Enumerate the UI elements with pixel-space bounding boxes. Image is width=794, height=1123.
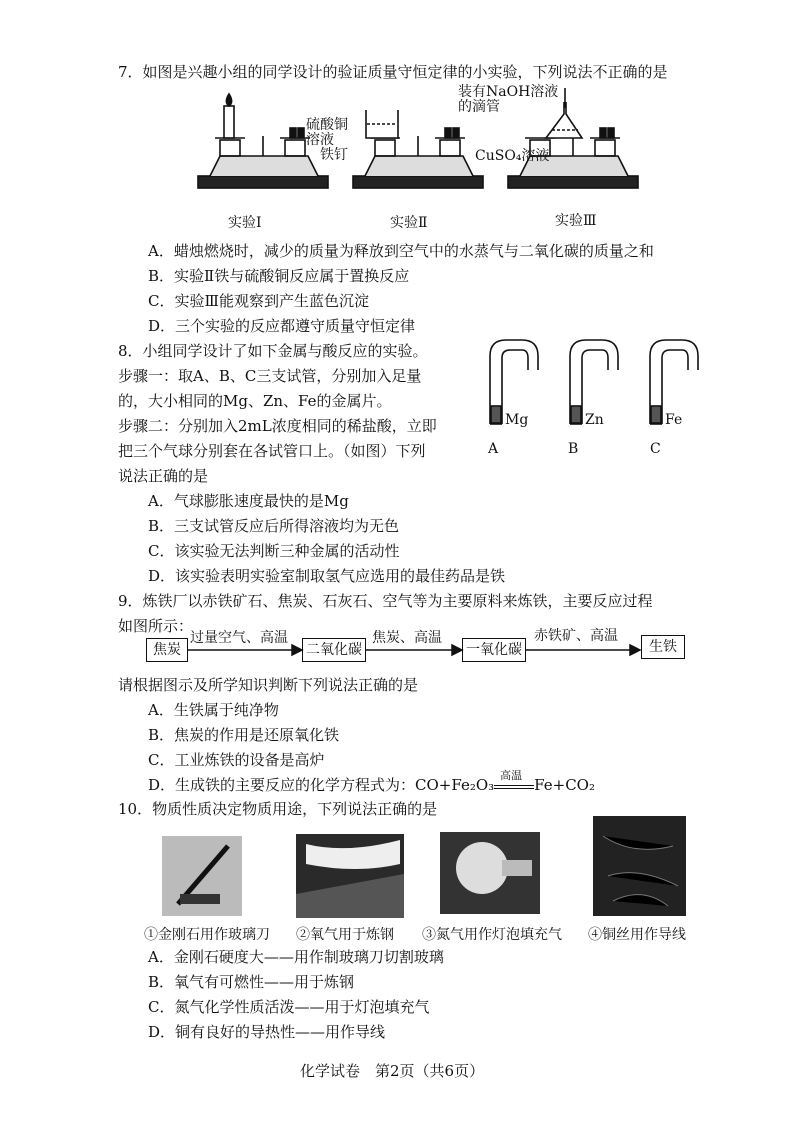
diamond-glass-cutter-photo bbox=[162, 836, 242, 916]
tube-b-metal: Zn bbox=[585, 412, 604, 428]
tube-c-metal: Fe bbox=[665, 412, 683, 428]
page-footer: 化学试卷 第2页（共6页） bbox=[300, 1062, 485, 1080]
q8-line-2: 步骤一：取A、B、C三支试管，分别加入足量 bbox=[118, 367, 422, 385]
q7-option-b: B．实验Ⅱ铁与硫酸铜反应属于置换反应 bbox=[148, 267, 410, 285]
tube-c-letter: C bbox=[650, 441, 661, 457]
q8-option-c: C．该实验无法判断三种金属的活动性 bbox=[148, 542, 400, 560]
q8-line-1: 8．小组同学设计了如下金属与酸反应的实验。 bbox=[118, 342, 428, 360]
naoh-dropper-label-2: 的滴管 bbox=[458, 99, 500, 115]
q9-option-d bbox=[148, 769, 595, 795]
equation-condition: 高温 bbox=[500, 769, 523, 782]
q10-stem: 10．物质性质决定物质用途，下列说法正确的是 bbox=[118, 800, 438, 818]
q9-option-c: C．工业炼铁的设备是高炉 bbox=[148, 751, 325, 769]
flow-box-co2: 二氧化碳 bbox=[302, 638, 366, 662]
iron-nail-label: 铁钉 bbox=[320, 147, 348, 163]
flow-arrow-3-label: 赤铁矿、高温 bbox=[534, 628, 618, 644]
q9-stem-1: 9．炼铁厂以赤铁矿石、焦炭、石灰石、空气等为主要原料来炼铁，主要反应过程 bbox=[118, 592, 653, 610]
q8-option-b: B．三支试管反应后所得溶液均为无色 bbox=[148, 517, 400, 535]
q10-option-b: B．氧气有可燃性——用于炼钢 bbox=[148, 973, 355, 991]
exp2-label: 实验Ⅱ bbox=[390, 215, 428, 231]
q7-option-a: A．蜡烛燃烧时，减少的质量为释放到空气中的水蒸气与二氧化碳的质量之和 bbox=[148, 242, 654, 260]
tube-a-metal: Mg bbox=[505, 412, 529, 428]
caption-copper: ④铜丝用作导线 bbox=[588, 927, 686, 943]
q9-option-a: A．生铁属于纯净物 bbox=[148, 701, 279, 719]
q8-line-5: 把三个气球分别套在各试管口上。（如图）下列 bbox=[118, 442, 426, 460]
cuso4-solution-label: 硫酸铜 bbox=[306, 117, 348, 133]
caption-diamond: ①金刚石用作玻璃刀 bbox=[144, 927, 270, 943]
q10-option-c: C．氮气化学性质活泼——用于灯泡填充气 bbox=[148, 998, 430, 1016]
flow-arrow-2-label: 焦炭、高温 bbox=[372, 630, 442, 646]
equation-left: CO+Fe₂O₃ bbox=[415, 776, 495, 794]
q10-option-a: A．金刚石硬度大——用作制玻璃刀切割玻璃 bbox=[148, 948, 444, 966]
q9-option-b: B．焦炭的作用是还原氧化铁 bbox=[148, 726, 340, 744]
q7-stem: 7．如图是兴趣小组的同学设计的验证质量守恒定律的小实验，下列说法不正确的是 bbox=[118, 63, 668, 81]
cuso4-solution-label-2: 溶液 bbox=[306, 132, 334, 148]
q8-option-d: D．该实验表明实验室制取氢气应选用的最佳药品是铁 bbox=[148, 567, 506, 585]
flow-box-pig-iron: 生铁 bbox=[641, 635, 685, 659]
q7-option-c: C．实验Ⅲ能观察到产生蓝色沉淀 bbox=[148, 292, 369, 310]
exp1-label: 实验Ⅰ bbox=[228, 215, 262, 231]
q8-option-a: A．气球膨胀速度最快的是Mg bbox=[148, 492, 349, 510]
q8-line-4: 步骤二：分别加入2mL浓度相同的稀盐酸，立即 bbox=[118, 417, 437, 435]
oxygen-steelmaking-photo bbox=[296, 834, 404, 918]
q7-balance-figure bbox=[190, 88, 650, 218]
q8-line-3: 的，大小相同的Mg、Zn、Fe的金属片。 bbox=[118, 392, 392, 410]
q7-option-d: D．三个实验的反应都遵守质量守恒定律 bbox=[148, 317, 416, 335]
flow-box-coke: 焦炭 bbox=[146, 638, 188, 662]
naoh-dropper-label: 装有NaOH溶液 bbox=[458, 84, 559, 100]
flow-box-co: 一氧化碳 bbox=[462, 638, 526, 662]
caption-nitrogen: ③氮气用作灯泡填充气 bbox=[422, 927, 562, 943]
tube-a-letter: A bbox=[488, 441, 499, 457]
copper-wire-photo bbox=[593, 816, 686, 916]
equation-arrow bbox=[494, 769, 534, 795]
caption-oxygen: ②氧气用于炼钢 bbox=[296, 927, 394, 943]
q8-line-6: 说法正确的是 bbox=[118, 467, 209, 485]
cuso4-flask-label: CuSO₄溶液 bbox=[475, 148, 550, 164]
equation-right: Fe+CO₂ bbox=[534, 776, 595, 794]
light-bulb-photo bbox=[440, 832, 540, 914]
q10-option-d: D．铜有良好的导热性——用作导线 bbox=[148, 1023, 386, 1041]
q9-prompt: 请根据图示及所学知识判断下列说法正确的是 bbox=[118, 676, 419, 694]
q9-stem-2: 如图所示： bbox=[118, 617, 194, 635]
q9-option-d-prefix: D．生成铁的主要反应的化学方程式为： bbox=[148, 776, 416, 794]
exp3-label: 实验Ⅲ bbox=[555, 213, 597, 229]
tube-b-letter: B bbox=[568, 441, 579, 457]
flow-arrow-1-label: 过量空气、高温 bbox=[190, 630, 288, 646]
